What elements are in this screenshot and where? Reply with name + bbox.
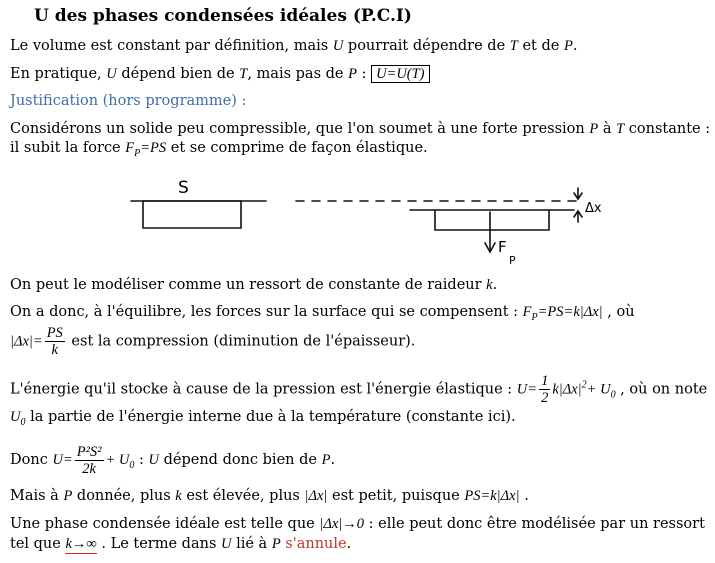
k-infinity-underlined: k→∞ (65, 536, 97, 552)
para-consider-line1: Considérons un solide peu compressible, que l'on soumet à une forte pression P à T constante : (10, 121, 711, 137)
line-equilibrium: On a donc, à l'équilibre, les forces sur la surface qui se compensent : $F_P=PS=k|\Delta x|$ , où (10, 304, 635, 323)
sketch-label-f: F (498, 238, 507, 256)
line-model: On peut le modéliser comme un ressort de constante de raideur k. (10, 277, 498, 293)
line-final-2: tel que k→∞ . Le terme dans U lié à P s'annule. (10, 536, 352, 552)
sketch-label-s: S (178, 178, 189, 198)
line-compression: |Δx|= $\frac{PS}{k}$ est la compression (diminution de l'épaisseur). (10, 325, 416, 358)
section-title: U des phases condensées idéales (P.C.I) (34, 6, 412, 26)
fraction-one-half: $\frac{1}{2}$ (541, 373, 549, 406)
sketch-label-dx: Δx (585, 201, 602, 216)
sketch-left-block-bottom (143, 201, 241, 228)
fraction-p2s2-over-2k: $\frac{\text{P²S²}}{2k}$ (76, 443, 102, 477)
sketch-label-fsub: P (509, 254, 516, 267)
justification-heading: Justification (hors programme) : (10, 93, 247, 109)
line-energy-u0: $U_0$ la partie de l'énergie interne due à la température (constante ici). (10, 409, 516, 428)
line-final-1: Une phase condensée idéale est telle que |Δx|→0 : elle peut donc être modélisée par un ressort (10, 516, 705, 532)
line-energy: L'énergie qu'il stocke à cause de la pression est l'énergie élastique : U= $\frac{1}{2}$ $k|\Delta x|^2+ U_0$ , où on note (10, 373, 708, 406)
fraction-ps-over-k: $\frac{PS}{k}$ (46, 325, 63, 358)
line-practice: En pratique, U dépend bien de T, mais pas de P : U=U(T) (10, 64, 430, 84)
sketch-right-block (435, 210, 549, 230)
line-volume: Le volume est constant par définition, mais U pourrait dépendre de T et de P. (10, 38, 578, 54)
para-consider-line2: il subit la force $F_P=PS$ et se comprime de façon élastique. (10, 140, 428, 159)
line-donc: Donc U= $\frac{\text{P²S²}}{2k}$ + $U_0$ : U dépend donc bien de P. (10, 443, 336, 477)
boxed-result: U=U(T) (371, 65, 429, 83)
annule-red: s'annule (280, 536, 347, 552)
line-mais: Mais à P donnée, plus k est élevée, plus |Δx| est petit, puisque PS=k|Δx| . (10, 488, 529, 504)
